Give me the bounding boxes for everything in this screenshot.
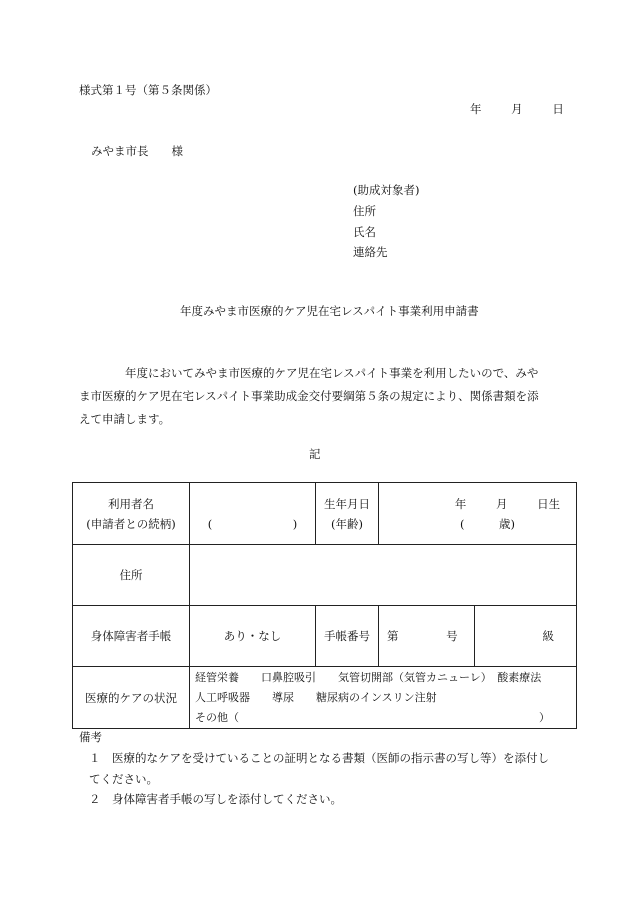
grade-suffix: 級: [542, 629, 554, 643]
handbook-label: 身体障害者手帳: [73, 606, 190, 667]
applicant-contact-label: 連絡先: [353, 245, 388, 259]
row-care: [73, 667, 577, 729]
relation-paren: ( ): [207, 516, 298, 531]
handbook-value[interactable]: あり・なし: [190, 606, 316, 667]
row-handbook: [73, 606, 577, 667]
birth-day-label: 日生: [537, 496, 561, 511]
row-user: [73, 483, 577, 545]
care-other-close: ）: [539, 710, 550, 724]
care-status-label: 医療的ケアの状況: [73, 667, 190, 729]
user-name-label-2: (申請者との続柄): [86, 516, 176, 531]
address-cell[interactable]: [190, 545, 577, 606]
birth-date-label-1: 生年月日: [324, 496, 370, 511]
age-paren: ( 歳): [460, 516, 515, 531]
ki-heading: 記: [309, 447, 321, 461]
user-name-cell[interactable]: [190, 483, 316, 545]
user-name-label-1: 利用者名: [108, 496, 154, 511]
birth-date-cell[interactable]: [379, 483, 577, 545]
handbook-number-cell[interactable]: [379, 606, 475, 667]
date-month-label: 月: [511, 102, 523, 116]
care-options-line-1: 経管栄養 口鼻腔吸引 気管切開部（気管カニューレ） 酸素療法: [195, 670, 542, 684]
applicant-label: (助成対象者): [353, 183, 420, 197]
date-day-label: 日: [552, 102, 564, 116]
note-item-2: ２ 身体障害者手帳の写しを添付してください。: [89, 792, 342, 806]
care-status-cell[interactable]: [190, 667, 577, 729]
care-other-line: [195, 708, 576, 728]
address-label: 住所: [73, 545, 190, 606]
note-item-1: １ 医療的なケアを受けていることの証明となる書類（医師の指示書の写し等）を添付してください。: [89, 751, 549, 786]
notes-heading: 備考: [79, 730, 102, 744]
birth-month-label: 月: [496, 496, 508, 511]
care-options-line-2: 人工呼吸器 導尿 糖尿病のインスリン注射: [195, 690, 437, 704]
applicant-address-label: 住所: [353, 204, 376, 218]
date-line: [470, 101, 564, 117]
grade-cell[interactable]: [475, 606, 577, 667]
body-paragraph: 年度においてみやま市医療的ケア児在宅レスパイト事業を利用したいので、みやま市医療的ケア児在宅レスパイト事業助成金交付要綱第５条の規定により、関係書類を添えて申請します。: [79, 366, 539, 426]
care-other-open: その他（: [195, 710, 239, 724]
birth-year-label: 年: [454, 496, 467, 511]
form-number: 様式第１号（第５条関係）: [79, 83, 217, 97]
handbook-number-prefix: 第: [387, 629, 399, 643]
birth-date-label: [316, 483, 379, 545]
user-name-value: [190, 494, 315, 514]
document-title: 年度みやま市医療的ケア児在宅レスパイト事業利用申請書: [180, 304, 479, 318]
application-table: [72, 482, 577, 729]
handbook-number-label: 手帳番号: [316, 606, 379, 667]
applicant-name-label: 氏名: [353, 225, 376, 239]
row-address: [73, 545, 577, 606]
user-name-label: [73, 483, 190, 545]
addressee: みやま市長 様: [91, 144, 183, 158]
handbook-number-suffix: 号: [446, 629, 458, 643]
date-year-label: 年: [470, 102, 482, 116]
birth-date-line: [379, 494, 576, 514]
birth-date-label-2: (年齢): [331, 516, 363, 531]
